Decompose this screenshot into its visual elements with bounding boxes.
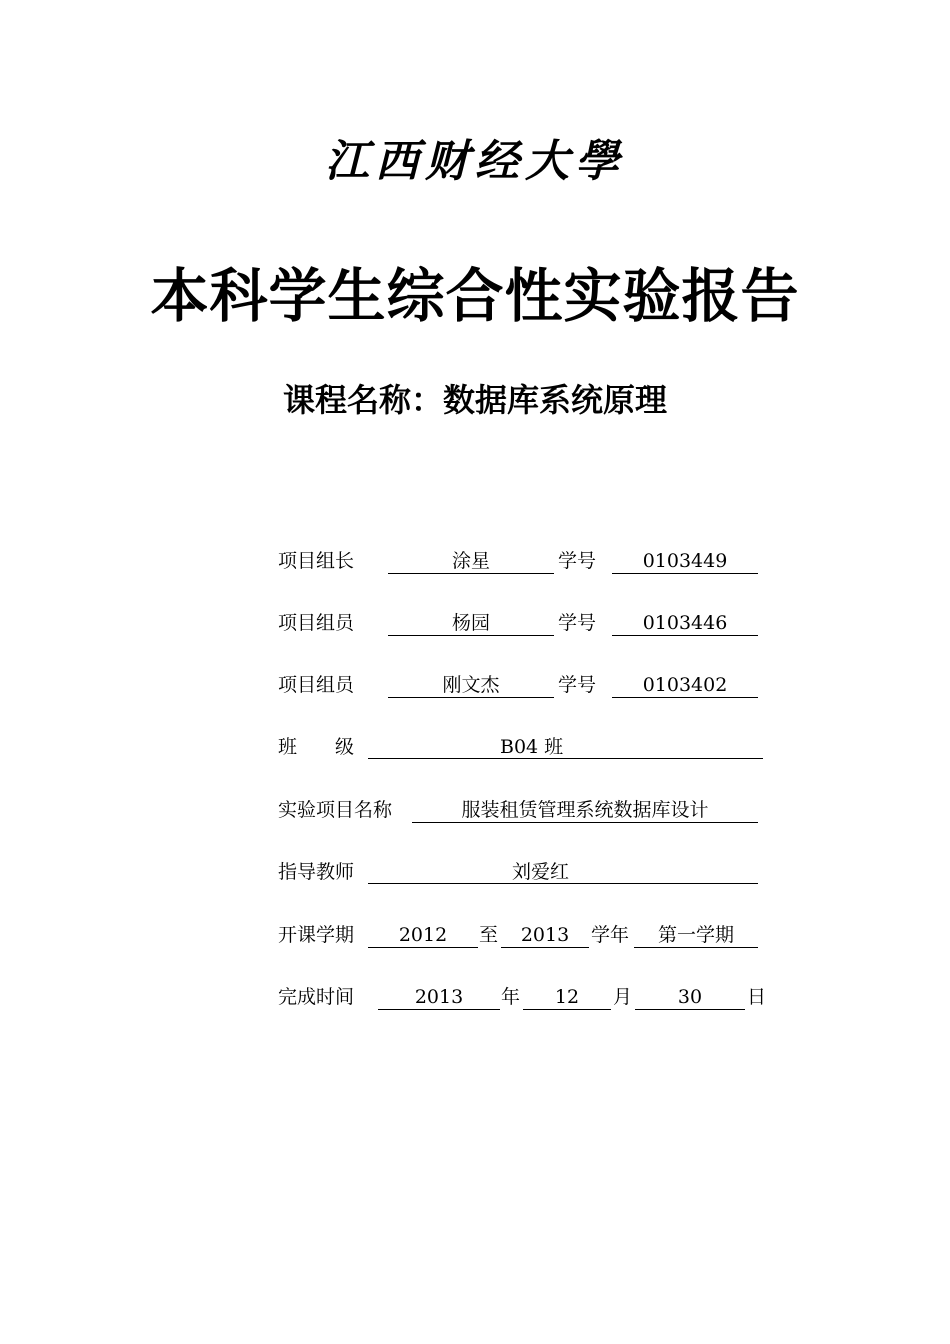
- teacher-label: 指导教师: [278, 861, 355, 883]
- student-id-field: 0103402: [612, 669, 758, 698]
- course-name: 数据库系统原理: [443, 381, 668, 419]
- completion-label: 完成时间: [278, 986, 355, 1008]
- university-logo: 江西财经大學: [325, 136, 625, 187]
- term-to-label: 至: [479, 924, 499, 946]
- course-label: 课程名称：: [282, 381, 443, 419]
- term-start-year-field: 2012: [368, 919, 478, 948]
- member-role-label: 项目组长: [278, 550, 355, 572]
- class-field: B04 班: [368, 731, 763, 759]
- completion-month-field: 12: [523, 981, 611, 1010]
- member-name-field: 涂星: [388, 545, 554, 574]
- term-year-word: 学年: [591, 924, 630, 946]
- student-id-label: 学号: [558, 674, 597, 696]
- course-line: [0, 378, 950, 422]
- student-id-label: 学号: [558, 550, 597, 572]
- member-name-field: 杨园: [388, 607, 554, 636]
- term-label: 开课学期: [278, 924, 355, 946]
- report-title: 本科学生综合性实验报告: [150, 262, 800, 330]
- term-semester-field: 第一学期: [634, 919, 758, 948]
- member-role-label: 项目组员: [278, 674, 355, 696]
- student-id-field: 0103449: [612, 545, 758, 574]
- member-name-field: 刚文杰: [388, 669, 554, 698]
- completion-day-field: 30: [635, 981, 745, 1010]
- teacher-field: 刘爱红: [368, 856, 758, 884]
- completion-year-field: 2013: [378, 981, 500, 1010]
- student-id-field: 0103446: [612, 607, 758, 636]
- completion-day-unit: 日: [747, 986, 767, 1008]
- member-role-label: 项目组员: [278, 612, 355, 634]
- completion-year-unit: 年: [501, 986, 521, 1008]
- completion-month-unit: 月: [613, 986, 633, 1008]
- project-label: 实验项目名称: [278, 799, 393, 821]
- project-name-field: 服装租赁管理系统数据库设计: [412, 794, 758, 823]
- student-id-label: 学号: [558, 612, 597, 634]
- class-label: 班 级: [278, 736, 355, 758]
- term-end-year-field: 2013: [501, 919, 589, 948]
